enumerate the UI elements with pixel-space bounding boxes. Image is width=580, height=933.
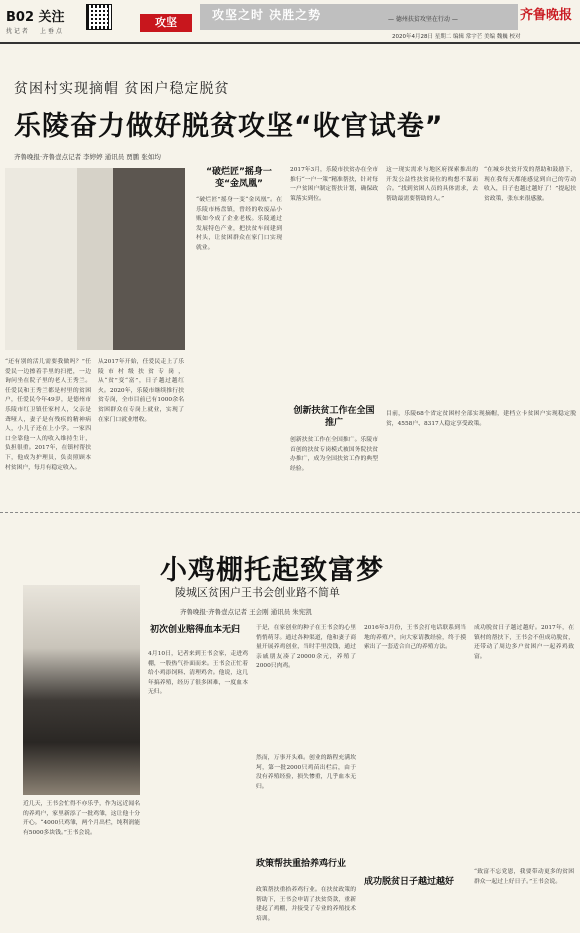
article2-col5: 成功脱贫日子越过越好。2017年，在镇村的帮扶下，王书会不但成功脱贫，还带动了周边多户贫困户一起养鸡致富。 (474, 625, 574, 660)
section-divider (0, 512, 580, 513)
article1-section-head-2: 创新扶贫工作在全国推广 (293, 406, 375, 428)
article2-col1: 近几天，王书会忙得不亦乐乎，作为远近闻名的养鸡户，家里新添了一批鸡雏，这让他十分开心。“4000只鸡雏，两个月出栏，纯利润能有5000多块钱。”王书会说。 (23, 801, 140, 836)
article2-photo (23, 585, 140, 795)
article1-col1b: 从2017年开始，任爱民走上了乐陵市村级扶贫专岗，从“贫”变“富”，日子越过越红火。2020年，乐陵市继续推行扶贫专岗，全市目前已有1000余名贫困群众在专岗上就业，实现了在家门口就业增收。 (98, 359, 184, 423)
newspaper-logo: 齐鲁晚报 (520, 8, 573, 23)
page-code: B02 关注 (6, 10, 65, 25)
article2-section-head-1: 初次创业赔得血本无归 (150, 625, 241, 635)
article2-subtitle: 陵城区贫困户王书会创业路不简单 (175, 586, 340, 599)
article2-col3b: 然而，万事开头难。创业的路程充满坎坷，第一批2000只鸡苗出栏后，由于没有养殖经验，损失惨重，几乎血本无归。 (256, 755, 356, 790)
article1-col1a: “还有别的活儿需要我做吗？”任爱民一边擦着手里的扫把，一边询问坐在院子里的老人王秀兰。任爱民和王秀兰都是村里的贫困户，任爱民今年49岁，是德州市乐陵市红卫镇任家村人，父亲是聋哑人，妻子是有残疾的精神病人，小儿子还在上小学。一家四口全靠他一人的收入维持生计，负担很重。2017年，在镇村帮扶下，他成为护理员，负责照顾本村贫困户，每月有稳定收入。 (5, 359, 91, 471)
left-label-1: 扰 记 者 (6, 28, 28, 35)
article1-col3b: 创新扶贫工作在全国推广。乐陵市首创的扶贫专岗模式被国务院扶贫办推广，成为全国扶贫工作的典型经验。 (290, 437, 378, 472)
article1-col3: 2017年3月，乐陵市扶贫办在全市推行“一户一策”精准帮扶，针对每一户贫困户制定帮扶计划，确保政策落实到位。 (290, 167, 378, 202)
article2-byline: 齐鲁晚报·齐鲁壹点记者 王会刚 通讯员 朱宪凯 (180, 608, 312, 616)
article2-section-head-3: 成功脱贫日子越过越好 (364, 877, 455, 887)
article1-byline: 齐鲁晚报·齐鲁壹点记者 李婷婷 通讯员 贾鹏 张如均 (14, 153, 161, 161)
article1-section-head-1: “破烂匠”摇身一变“金凤凰” (206, 167, 272, 189)
left-label-2: 上 垂 点 (40, 28, 62, 35)
article1-subtitle: 贫困村实现摘帽 贫困户稳定脱贫 (14, 81, 230, 97)
article2-col3c: 政策帮扶重拾养鸡行业。在扶贫政策的帮助下，王书会申请了扶贫贷款，重新建起了鸡棚，并接受了专业的养殖技术培训。 (256, 887, 356, 922)
qr-code-icon (86, 4, 112, 30)
article1-col2: “破烂匠”摇身一变“金凤凰”。在乐陵市杨盘镇，曾经的收废品小贩如今成了企业老板。乐陵通过发展特色产业，把扶贫车间建到村头，让贫困群众在家门口实现就业。 (196, 197, 282, 251)
section-tag: 攻坚 (140, 14, 192, 32)
banner-subtitle: — 德州扶贫攻坚在行动 — (388, 16, 458, 23)
banner-title: 攻坚之时 决胜之势 (212, 8, 322, 22)
header-rule (0, 42, 580, 44)
article2-section-head-2: 政策帮扶重拾养鸡行业 (256, 859, 347, 869)
article1-headline: 乐陵奋力做好脱贫攻坚“收官试卷” (14, 111, 444, 142)
article2-headline: 小鸡棚托起致富梦 (160, 555, 384, 586)
article1-photo (5, 168, 185, 350)
article1-col5b: 目前，乐陵68个省定贫困村全部实现摘帽，建档立卡贫困户实现稳定脱贫，4558户、8317人稳定享受政策。 (386, 411, 576, 427)
article2-col3: 于是，在家创业的种子在王书会的心里悄悄萌芽。通过各种渠道，他和妻子商量开展养鸡创业，当时手里没钱，通过亲戚朋友凑了20000余元，养殖了2000只肉鸡。 (256, 625, 356, 670)
article1-col4: 这一现实需求与地区府探索推出的开发公益性扶贫岗位的构想不谋而合。“找到贫困人员的具体需求，去帮助最需要帮助的人。” (386, 167, 478, 202)
dateline: 2020年4月28日 星期二 编辑 常宇芒 美编 魏巍 校对 (392, 34, 521, 40)
article1-col5: “在城乡扶贫开发的帮助和鼓励下，现在我每天都能感觉到自己的劳动收入，日子也越过越好了！”提起扶贫政策，张东来很感激。 (484, 167, 576, 202)
article2-col5b: “致富不忘党恩，我要带动更多的贫困群众一起过上好日子。”王书会说。 (474, 869, 574, 885)
article2-col2: 4月10日，记者来到王书会家，走进鸡棚，一股热气扑面而来。王书会正忙着给小鸡添饲料、清理鸡舍。他说，这几年搞养殖，经历了很多困难，一度血本无归。 (148, 651, 248, 696)
article2-col4: 2016年5月份，王书会打电话联系到当地的养殖户，向大家请教经验，终于摸索出了一套适合自己的养殖方法。 (364, 625, 466, 651)
